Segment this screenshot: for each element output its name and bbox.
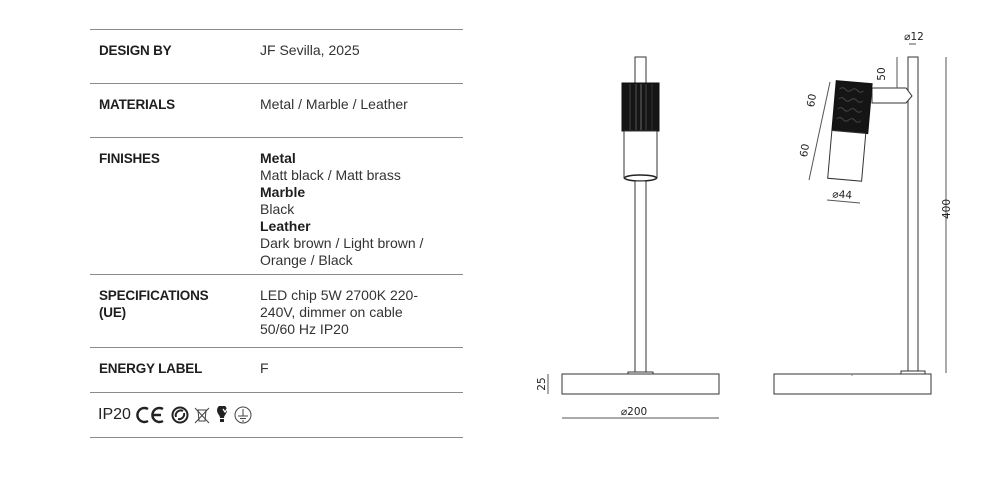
specifications-value-line3: 50/60 Hz IP20	[260, 321, 349, 337]
finish-options-marble: Black	[260, 201, 295, 217]
base-height-dim: 25	[536, 377, 548, 391]
finish-group-metal: Metal	[260, 150, 296, 166]
side-view-drawing	[774, 44, 946, 394]
head-lower-dim: 60	[797, 142, 813, 159]
rod-diameter-dim: ⌀12	[904, 31, 924, 43]
finishes-label: FINISHES	[99, 151, 160, 166]
finish-group-leather: Leather	[260, 218, 311, 234]
specifications-label-line1: SPECIFICATIONS	[99, 288, 209, 303]
finish-group-marble: Marble	[260, 184, 306, 200]
energy-label-value: F	[260, 360, 269, 376]
materials-value: Metal / Marble / Leather	[260, 96, 408, 112]
materials-label: MATERIALS	[99, 97, 175, 112]
total-height-dim: 400	[941, 198, 953, 220]
finish-options-metal: Matt black / Matt brass	[260, 167, 401, 183]
base-diameter-dim: ⌀200	[620, 406, 648, 418]
design-by-value: JF Sevilla, 2025	[260, 42, 360, 58]
specifications-label-line2: (UE)	[99, 305, 126, 320]
arm-offset-dim: 50	[876, 67, 888, 81]
head-upper-dim: 60	[804, 92, 820, 109]
specifications-value-line1: LED chip 5W 2700K 220-	[260, 287, 418, 303]
ip-rating: IP20	[98, 406, 131, 423]
front-view-drawing	[548, 57, 719, 418]
finish-options-leather-1: Dark brown / Light brown /	[260, 235, 424, 251]
specifications-value-line2: 240V, dimmer on cable	[260, 304, 403, 320]
energy-label-label: ENERGY LABEL	[99, 361, 203, 376]
finish-options-leather-2: Orange / Black	[260, 252, 353, 268]
head-diameter-dim: ⌀44	[831, 188, 853, 202]
design-by-label: DESIGN BY	[99, 43, 172, 58]
